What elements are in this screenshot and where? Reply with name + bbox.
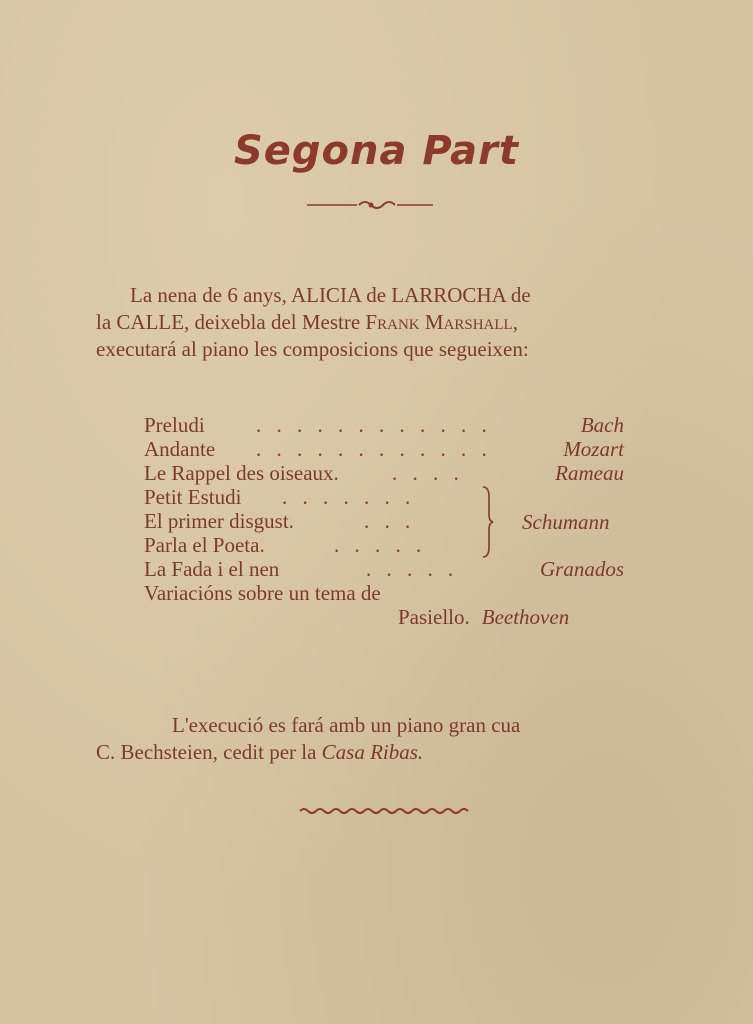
piece-title: Preludi [144, 413, 205, 437]
leader-dots: . . . . . . . . . . . . [256, 437, 492, 461]
intro-line-2: la CALLE, deixebla del Mestre [96, 310, 366, 334]
teacher-name: Frank Marshall, [365, 310, 518, 334]
piece-title: Variacións sobre un tema de [144, 581, 381, 605]
piece-title: Andante [144, 437, 216, 461]
intro-line-3: executará al piano les composicions que segueixen: [96, 337, 529, 361]
composer-name: Beethoven [481, 605, 570, 629]
composer-name: Granados [539, 557, 624, 581]
intro-paragraph [96, 282, 666, 363]
program-item-continuation [398, 605, 569, 629]
bottom-ornament [298, 806, 470, 816]
page-title: Segona Part [233, 128, 520, 174]
intro-line-1: La nena de 6 anys, ALICIA de LARROCHA de [130, 283, 531, 307]
leader-dots: . . . . . [366, 557, 459, 581]
piece-title: Le Rappel des oiseaux. [144, 461, 339, 485]
program-item [144, 413, 624, 437]
composer-name: Rameau [555, 461, 624, 485]
note-line-2: C. Bechsteien, cedit per la [96, 740, 322, 764]
program-item [144, 557, 624, 581]
note-line-1: L'execució es fará amb un piano gran cua [172, 713, 521, 737]
piece-title-continuation: Pasiello. [398, 605, 470, 629]
program-item [144, 461, 624, 485]
grouped-composer-name: Schumann [522, 510, 610, 534]
piece-title: El primer disgust. [144, 509, 294, 533]
program-item [144, 581, 624, 605]
program-list [144, 413, 624, 629]
program-item [144, 485, 624, 509]
piece-title: Parla el Poeta. [144, 533, 265, 557]
leader-dots: . . . [364, 509, 416, 533]
composer-name: Bach [580, 413, 624, 437]
right-brace [481, 485, 495, 559]
venue-name: Casa Ribas. [321, 740, 424, 764]
piece-title: La Fada i el nen [144, 557, 280, 581]
leader-dots: . . . . [392, 461, 464, 485]
leader-dots: . . . . . [334, 533, 427, 557]
leader-dots: . . . . . . . . . . . . [256, 413, 492, 437]
title-ornament [305, 198, 435, 212]
program-item [144, 533, 624, 557]
program-item [144, 437, 624, 461]
piece-title: Petit Estudi [144, 485, 242, 509]
piano-note-paragraph [96, 712, 666, 766]
composer-name: Mozart [563, 437, 624, 461]
leader-dots: . . . . . . . [282, 485, 416, 509]
